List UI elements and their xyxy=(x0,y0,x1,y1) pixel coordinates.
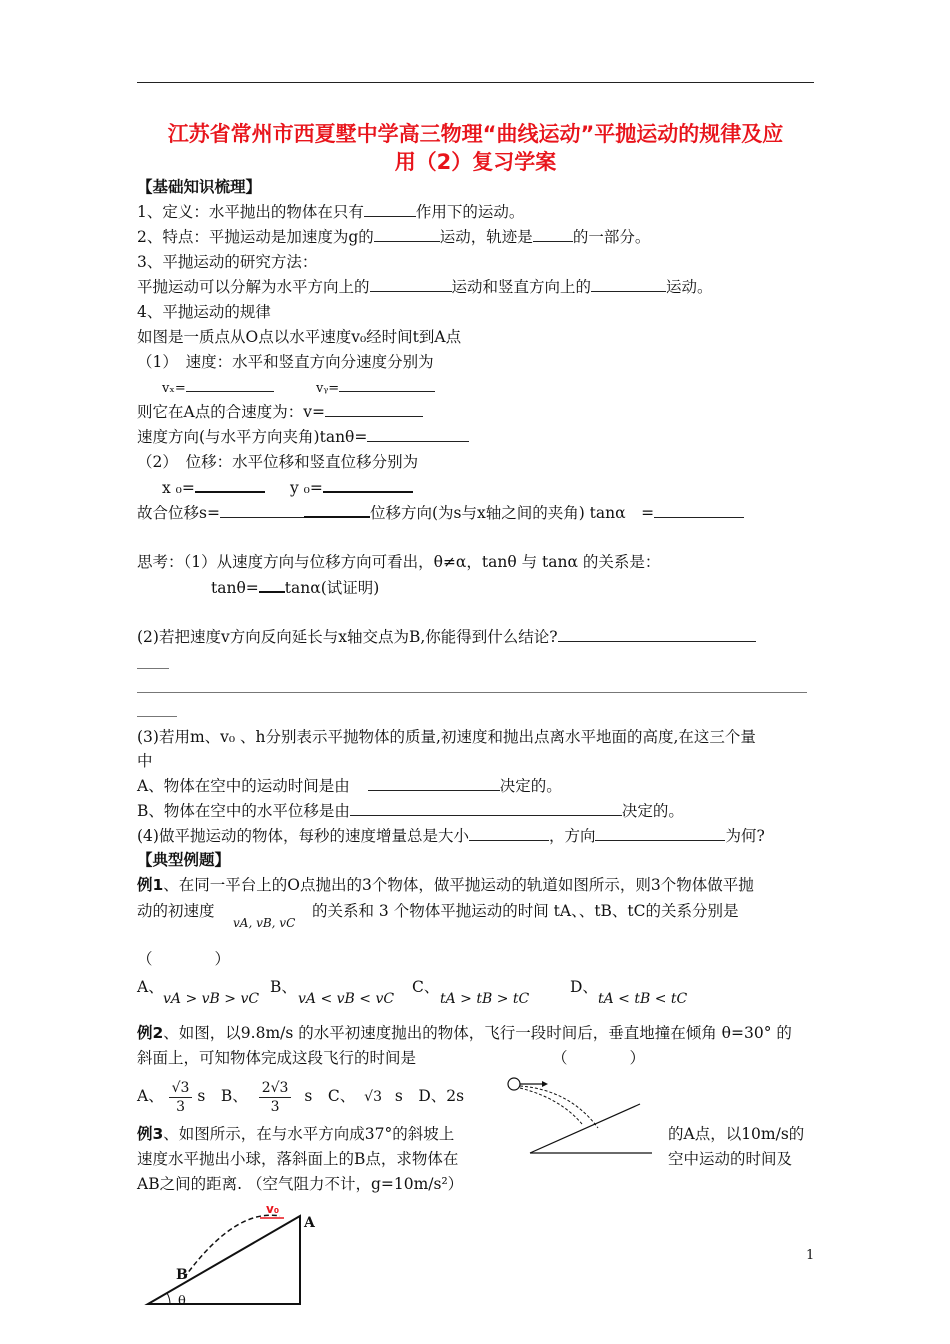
blank xyxy=(533,226,573,242)
x0-line: x ₀= xyxy=(162,476,265,499)
example-3-line-2: 速度水平抛出小球，落斜面上的B点，求物体在 xyxy=(137,1150,459,1168)
blank xyxy=(367,426,469,442)
decomposition-line: 平抛运动可以分解为水平方向上的 运动和竖直方向上的 运动。 xyxy=(137,278,713,296)
title-line-1: 江苏省常州市西夏墅中学高三物理“曲线运动”平抛运动的规律及应 xyxy=(167,122,784,146)
fraction: $\frac{2√3}{3}$ xyxy=(259,1079,292,1116)
example-2-answer-paren: （ ） xyxy=(552,1049,646,1067)
blank xyxy=(350,800,622,816)
displacement-heading: （2） 位移：水平位移和竖直位移分别为 xyxy=(137,453,419,471)
velocity-direction-line: 速度方向(与水平方向夹角)tanθ= xyxy=(137,426,469,448)
answer-line xyxy=(137,668,169,669)
think-question-2: (2)若把速度v方向反向延长与x轴交点为B,你能得到什么结论? xyxy=(137,626,756,648)
theta-label: θ xyxy=(178,1294,186,1309)
example-1-line-2: 动的初速度 xyxy=(137,902,215,920)
blank xyxy=(558,626,756,642)
example-2-figure xyxy=(500,1070,660,1162)
y0-line: y ₀= xyxy=(290,476,413,499)
incline-line xyxy=(530,1104,640,1153)
item-3-method: 3、平抛运动的研究方法： xyxy=(137,253,318,271)
blank xyxy=(339,376,435,392)
answer-line xyxy=(137,692,807,693)
blank xyxy=(591,276,666,292)
example-1-option-b: vA < vB < vC xyxy=(298,991,395,1007)
blank xyxy=(304,501,370,518)
page-number: 1 xyxy=(806,1248,815,1263)
example-1-option-c-label: C、 xyxy=(412,978,440,996)
trajectory xyxy=(520,1088,582,1124)
item-4-laws: 4、平抛运动的规律 xyxy=(137,303,271,321)
example-3-line-2b: 空中运动的时间及 xyxy=(668,1150,793,1168)
tan-relation-line: tanθ= tanα(试证明) xyxy=(211,576,379,599)
answer-line xyxy=(137,716,177,717)
question-3a: A、物体在空中的运动时间是由 决定的。 xyxy=(137,777,562,795)
figure-description: 如图是一质点从O点以水平速度v₀经时间t到A点 xyxy=(137,328,462,346)
example-2-line-1: 例2、如图，以9.8m/s 的水平初速度抛出的物体，飞行一段时间后，垂直地撞在倾角 θ=30° 的 xyxy=(137,1024,792,1042)
v0-label: v₀ xyxy=(266,1202,280,1216)
point-a-label: A xyxy=(304,1215,315,1231)
item-1-definition: 1、定义：水平抛出的物体在只有 作用下的运动。 xyxy=(137,203,525,221)
point-b-label: B xyxy=(176,1267,188,1283)
vx-line: vₓ= xyxy=(162,376,274,400)
example-1-option-a-label: A、 xyxy=(137,978,164,996)
blank xyxy=(368,775,500,791)
think-question-3-cont: 中 xyxy=(137,752,153,770)
blank xyxy=(323,476,413,493)
resultant-velocity-line: 则它在A点的合速度为：v= xyxy=(137,401,423,423)
example-3-line-1: 例3、如图所示，在与水平方向成37°的斜坡上 xyxy=(137,1125,455,1143)
trajectory xyxy=(184,1215,280,1278)
example-2-line-2: 斜面上，可知物体完成这段飞行的时间是 xyxy=(137,1049,417,1067)
blank xyxy=(469,825,549,841)
blank xyxy=(186,376,274,392)
example-1-line-2b: 的关系和 3 个物体平抛运动的时间 tA、、tB、tC的关系分别是 xyxy=(312,902,739,920)
blank xyxy=(195,476,265,493)
example-3-figure xyxy=(140,1198,340,1310)
blank xyxy=(595,825,725,841)
example-1-option-b-label: B、 xyxy=(270,978,297,996)
question-4: (4)做平抛运动的物体，每秒的速度增量总是大小 ，方向 为何? xyxy=(137,827,765,845)
ball-icon xyxy=(508,1078,520,1090)
think-question-3: (3)若用m、v₀ 、h分别表示平抛物体的质量,初速度和抛出点离水平地面的高度,在这三个量 xyxy=(137,728,756,746)
vy-line: vᵧ= xyxy=(316,376,435,400)
section-heading-examples: 【典型例题】 xyxy=(137,851,231,869)
example-1-option-d-label: D、 xyxy=(570,978,598,996)
fraction: $\frac{√3}{3}$ xyxy=(169,1079,193,1116)
question-3b: B、物体在空中的水平位移是由 决定的。 xyxy=(137,802,684,820)
example-1-answer-paren: （ ） xyxy=(137,950,231,968)
header-rule xyxy=(137,82,814,83)
blank xyxy=(654,502,744,518)
trajectory xyxy=(520,1086,598,1128)
think-question-1: 思考：（1）从速度方向与位移方向可看出，θ≠α，tanθ 与 tanα 的关系是： xyxy=(137,553,661,571)
blank xyxy=(374,226,440,242)
angle-arc xyxy=(167,1293,170,1304)
velocity-heading: （1） 速度：水平和竖直方向分速度分别为 xyxy=(137,353,434,371)
example-1-velocity-vars: vA, vB, vC xyxy=(233,916,296,930)
blank xyxy=(220,502,304,518)
blank xyxy=(364,201,416,217)
example-2-options: A、 $\frac{√3}{3}$ s B、 $\frac{2√3}{3}$ s C、 √3 s D、2s xyxy=(137,1079,465,1115)
example-1-option-d: tA < tB < tC xyxy=(598,991,688,1007)
example-1-line-1: 例1、在同一平台上的O点抛出的3个物体，做平抛运动的轨道如图所示，则3个物体做平抛 xyxy=(137,876,754,894)
example-1-option-c: tA > tB > tC xyxy=(440,991,530,1007)
example-3-line-1b: 的A点，以10m/s的 xyxy=(668,1125,805,1143)
blank xyxy=(259,576,285,593)
blank xyxy=(325,401,423,417)
arrow-head-icon xyxy=(542,1081,548,1087)
blank xyxy=(370,276,452,292)
item-2-features: 2、特点：平抛运动是加速度为g的 运动，轨迹是 的一部分。 xyxy=(137,228,651,246)
section-heading-basics: 【基础知识梳理】 xyxy=(137,178,262,196)
example-1-option-a: vA > vB > vC xyxy=(163,991,260,1007)
title-line-2: 用（2）复习学案 xyxy=(394,150,557,174)
displacement-line: 故合位移s= 位移方向(为s与x轴之间的夹角) tanα = xyxy=(137,501,744,524)
example-3-line-3: AB之间的距离. （空气阻力不计，g=10m/s²） xyxy=(137,1175,464,1193)
slope-triangle xyxy=(148,1216,300,1304)
